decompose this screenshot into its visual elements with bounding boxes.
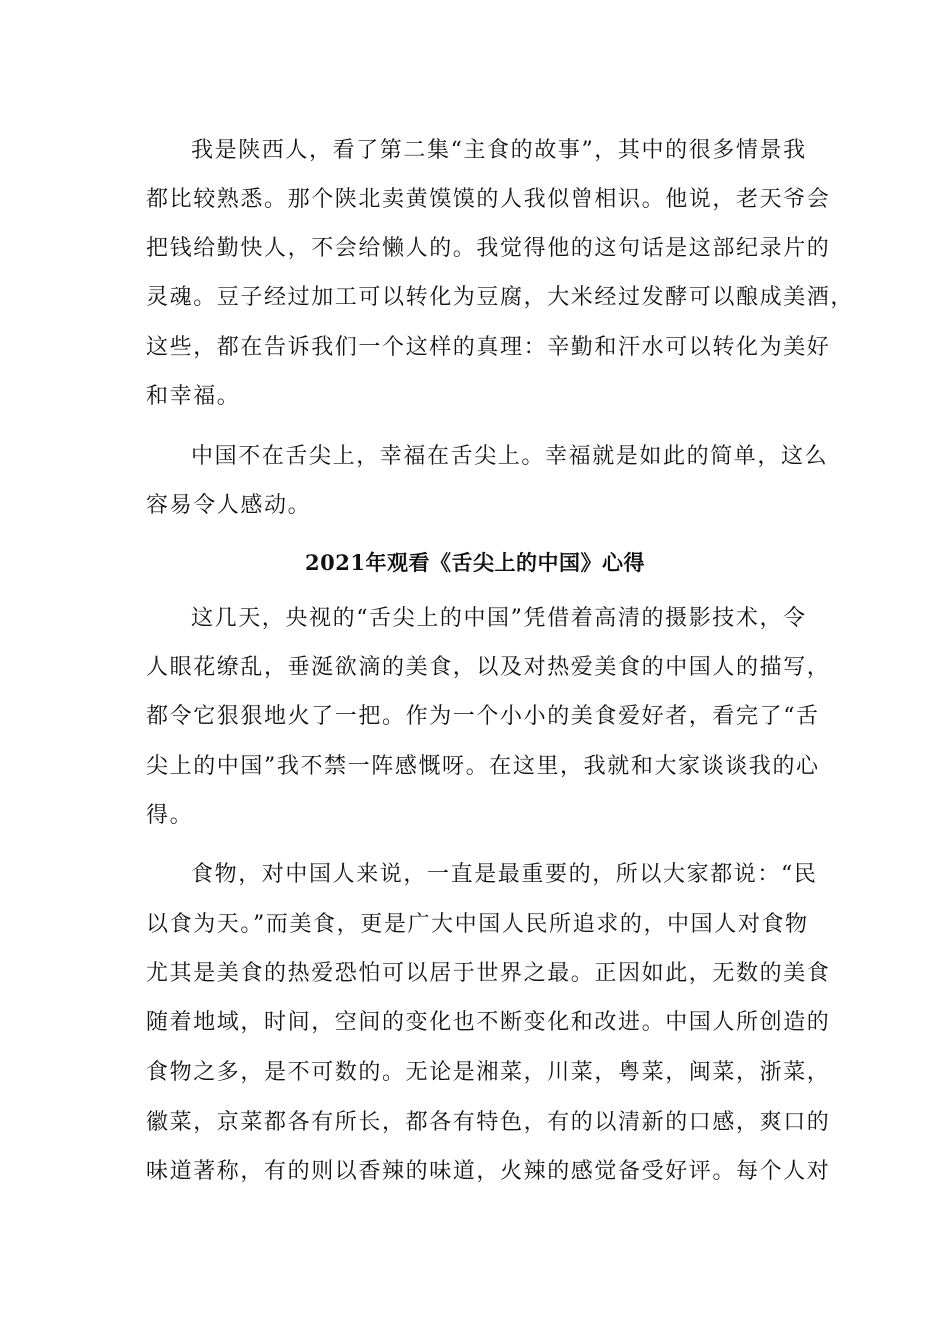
- paragraph-4-line-1: 食物，对中国人来说，一直是最重要的，所以大家都说：“民: [191, 862, 818, 887]
- paragraph-4-line-2: 以食为天。”而美食，更是广大中国人民所追求的，中国人对食物: [146, 912, 809, 937]
- paragraph-3-line-5: 得。: [146, 803, 194, 828]
- article-title: 2021年观看《舌尖上的中国》心得: [305, 550, 645, 575]
- paragraph-2-line-2: 容易令人感动。: [146, 493, 312, 518]
- paragraph-3-line-2: 人眼花缭乱，垂涎欲滴的美食，以及对热爱美食的中国人的描写，: [146, 655, 831, 680]
- paragraph-3-line-3: 都令它狠狠地火了一把。作为一个小小的美食爱好者，看完了“舌: [146, 704, 820, 729]
- paragraph-4-line-3: 尤其是美食的热爱恐怕可以居于世界之最。正因如此，无数的美食: [146, 961, 831, 986]
- paragraph-1-line-5: 这些，都在告诉我们一个这样的真理：辛勤和汗水可以转化为美好: [146, 335, 831, 360]
- paragraph-1-line-6: 和幸福。: [146, 384, 241, 409]
- paragraph-1-line-4: 灵魂。豆子经过加工可以转化为豆腐，大米经过发酵可以酿成美酒，: [146, 285, 855, 310]
- paragraph-3-line-4: 尖上的中国”我不禁一阵感慨呀。在这里，我就和大家谈谈我的心: [146, 754, 820, 779]
- paragraph-1-line-2: 都比较熟悉。那个陕北卖黄馍馍的人我似曾相识。他说，老天爷会: [146, 187, 831, 212]
- paragraph-1-line-3: 把钱给勤快人，不会给懒人的。我觉得他的这句话是这部纪录片的: [146, 236, 831, 261]
- paragraph-4-line-6: 徽菜，京菜都各有所长，都各有特色，有的以清新的口感，爽口的: [146, 1110, 831, 1135]
- paragraph-4-line-7: 味道著称，有的则以香辣的味道，火辣的感觉备受好评。每个人对: [146, 1159, 831, 1184]
- paragraph-1-line-1: 我是陕西人，看了第二集“主食的故事”，其中的很多情景我: [191, 138, 807, 163]
- paragraph-2-line-1: 中国不在舌尖上，幸福在舌尖上。幸福就是如此的简单，这么: [191, 444, 829, 469]
- paragraph-3-line-1: 这几天，央视的“舌尖上的中国”凭借着高清的摄影技术，令: [191, 606, 807, 631]
- paragraph-4-line-5: 食物之多，是不可数的。无论是湘菜，川菜，粤菜，闽菜，浙菜，: [146, 1060, 831, 1085]
- paragraph-4-line-4: 随着地域，时间，空间的变化也不断变化和改进。中国人所创造的: [146, 1010, 831, 1035]
